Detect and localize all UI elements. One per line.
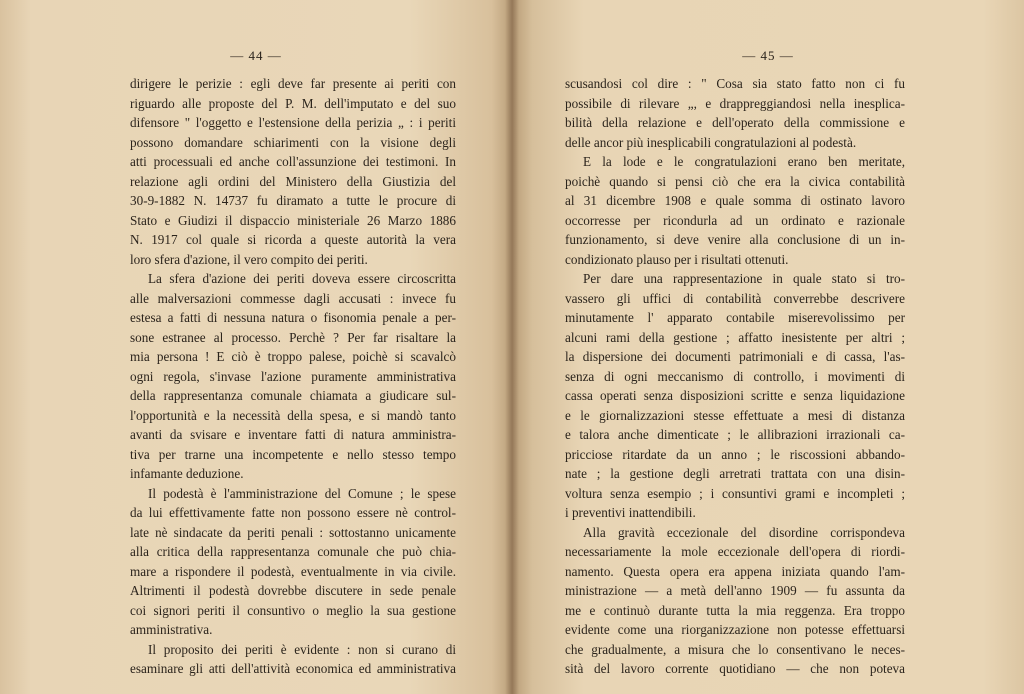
text-line: Il podestà è l'amministrazione del Comune ; le spese (148, 485, 456, 501)
text-line: sone estranee al processo. Perchè ? Per far risaltare la (130, 329, 456, 345)
text-line: cassa operati senza disposizioni scritte e senza liquidazione (565, 388, 905, 403)
text-line: che gradualmente, a misura che lo consentivano le neces- (565, 641, 905, 657)
text-line: evidente come una riorganizzazione non potesse effettuarsi (565, 622, 905, 637)
text-line: La sfera d'azione dei periti doveva essere circoscritta (148, 271, 456, 286)
text-line: infamante deduzione. (130, 466, 244, 481)
text-line: 30-9-1882 N. 14737 fu diramato a tutte le procure di (130, 193, 456, 208)
text-line: Stato e Giudizi il dispaccio ministeriale 26 Marzo 1886 (130, 212, 456, 228)
text-line: late nè sindacate da periti penali : sottostanno unicamente (130, 524, 456, 540)
text-line: ogni regola, s'invase l'azione puramente amministrativa (130, 368, 456, 384)
text-line: l'opportunità e la necessità della spesa, e si mandò tanto (130, 407, 456, 423)
text-line: dirigere le perizie : egli deve far presente ai periti con (130, 76, 456, 91)
text-line: possibile di rilevare „, e drappreggiandosi nella inesplica- (565, 95, 905, 111)
text-line: la dispersione dei documenti patrimoniali e di cassa, l'as- (565, 349, 905, 364)
text-line: da lui effettivamente fatte non possono essere nè control- (130, 505, 456, 520)
text-line: ministrazione — a metà dell'anno 1909 — fu assunta da (565, 583, 905, 598)
text-line: alle malversazioni commesse dagli accusati : invece fu (130, 290, 456, 306)
text-line: voltura senza esempio ; i consuntivi grami e incompleti ; (565, 485, 905, 501)
text-line: atti processuali ed anche coll'assunzione dei testimoni. In (130, 154, 456, 169)
text-line: nate ; la gestione degli arretrati trattata con una disin- (565, 466, 905, 481)
text-line: loro sfera d'azione, il vero compito dei periti. (130, 251, 368, 267)
page-number-right: — 45 — (742, 48, 794, 63)
text-line: tiva per trarne una incompetente e nello stesso tempo (130, 446, 456, 462)
text-line: mia persona ! E ciò è troppo palese, poichè si scavalcò (130, 349, 456, 364)
text-line: riguardo alle proposte del P. M. dell'imputato e del suo (130, 95, 456, 111)
text-line: poichè quando si pensi ciò che era la civica contabilità (565, 173, 905, 189)
text-line: al 31 dicembre 1908 e quale somma di ostinato lavoro (565, 193, 905, 208)
text-line: alcuni rami della gestione ; affatto inesistente per altri ; (565, 329, 905, 345)
text-line: bilità della relazione e dell'operato della commissione e (565, 115, 905, 130)
text-line: funzionamento, si deve venire alla conclusione di un in- (565, 232, 905, 247)
text-line: Alla gravità eccezionale del disordine corrispondeva (583, 524, 905, 540)
text-line: N. 1917 col quale si ricorda a queste autorità la vera (130, 232, 456, 247)
text-line: e le giornalizzazioni stesse effettuate a mesi di distanza (565, 407, 905, 423)
text-line: namento. Questa opera era appena iniziata quando l'am- (565, 563, 905, 579)
left-page-text (130, 74, 456, 679)
text-line: mare a rispondere il podestà, eventualmente in via civile. (130, 563, 456, 579)
text-line: esaminare gli atti dell'attività economica ed amministrativa (130, 661, 456, 676)
text-line: pricciose ritardate da un anno ; le riscossioni abbando- (565, 446, 905, 462)
text-line: e talora anche dimenticate ; le allibrazioni irrazionali ca- (565, 427, 905, 442)
text-line: relazione agli ordini del Ministero della Giustizia del (130, 173, 456, 189)
text-line: della rappresentanza comunale chiamata a giudicare sul- (130, 388, 456, 403)
text-line: Il proposito dei periti è evidente : non si curano di (148, 641, 456, 657)
text-line: alla critica della rappresentanza comunale che può chia- (130, 544, 456, 559)
text-line: necessariamente la mole eccezionale dell'opera di riordi- (565, 544, 905, 559)
text-line: estesa a fatti di nessuna natura o fisonomia penale a per- (130, 310, 456, 325)
text-line: possono domandare schiarimenti con la visione degli (130, 134, 456, 150)
text-line: avanti da svisare e inventare fatti di natura amministra- (130, 427, 456, 442)
text-line: coi signori periti il consuntivo o meglio la sua gestione (130, 602, 456, 618)
text-line: i preventivi inattendibili. (565, 505, 696, 520)
text-line: vassero gli uffici di contabilità converrebbe descrivere (565, 290, 905, 306)
text-line: Altrimenti il podestà dovrebbe discutere in sede penale (130, 583, 456, 598)
text-line: occorresse per ricondurla ad un ordinato e razionale (565, 212, 905, 228)
text-line: E la lode e le congratulazioni erano ben meritate, (583, 154, 905, 169)
book-gutter (505, 0, 519, 694)
text-line: senza di ogni meccanismo di controllo, i movimenti di (565, 368, 905, 384)
page-number-left: — 44 — (230, 48, 282, 63)
text-line: amministrativa. (130, 622, 213, 637)
text-line: condizionato plauso per i risultati ottenuti. (565, 251, 789, 267)
right-page (512, 0, 1024, 694)
text-line: Per dare una rappresentazione in quale stato si tro- (583, 271, 905, 286)
text-line: delle ancor più inesplicabili congratulazioni al podestà. (565, 134, 857, 150)
text-line: scusandosi col dire : " Cosa sia stato fatto non ci fu (565, 76, 905, 91)
text-line: minutamente l' apparato contabile miserevolissimo per (565, 310, 905, 325)
text-line: me e continuò durante tutta la mia reggenza. Era troppo (565, 602, 905, 618)
right-page-text (565, 74, 905, 679)
text-line: sità del lavoro corrente quotidiano — che non poteva (565, 661, 905, 676)
text-line: difensore " l'oggetto e l'estensione della perizia „ : i periti (130, 115, 456, 130)
